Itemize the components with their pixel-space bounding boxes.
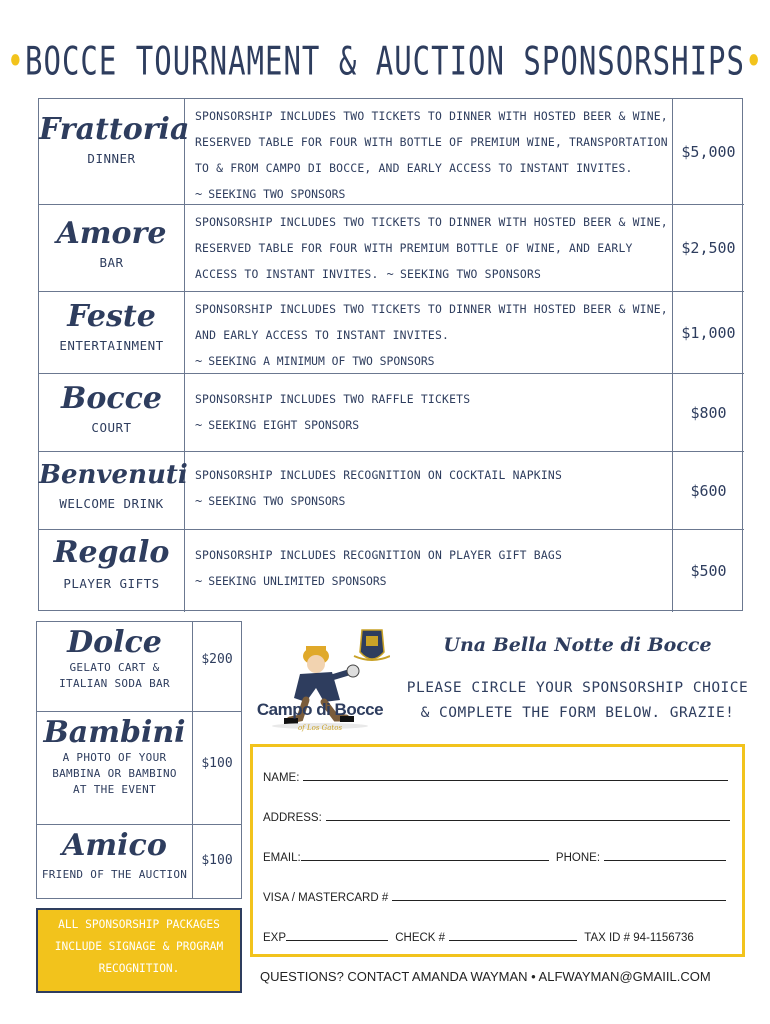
seeking-line: ~ SEEKING EIGHT SPONSORS (195, 418, 360, 432)
tier-row[interactable] (39, 205, 744, 292)
tier-row[interactable] (39, 292, 744, 374)
tier-description (185, 374, 673, 451)
tier-name: Feste (67, 299, 156, 334)
email-input-line[interactable] (301, 849, 549, 861)
tier-description (185, 530, 673, 612)
seeking-line: ~ SEEKING TWO SPONSORS (195, 494, 346, 508)
tier-name: Benvenuti (39, 460, 188, 490)
small-sponsorship-table (36, 621, 242, 899)
desc-line: SPONSORSHIP INCLUDES TWO TICKETS TO DINNER WITH HOSTED BEER & WINE, (195, 215, 668, 229)
tier-name-cell (37, 712, 193, 824)
campo-di-bocce-logo (250, 622, 390, 740)
logo-name: Campo di Bocce (256, 700, 384, 719)
tier-row[interactable] (39, 99, 744, 205)
desc-line: AND EARLY ACCESS TO INSTANT INVITES. (195, 328, 450, 342)
seeking-line: ~ SEEKING A MINIMUM OF TWO SPONSORS (195, 354, 435, 368)
instruction-line: & COMPLETE THE FORM BELOW. GRAZIE! (420, 705, 735, 721)
tier-name-cell (39, 205, 185, 291)
tier-name: Frattoria (39, 112, 190, 147)
instruction-line: PLEASE CIRCLE YOUR SPONSORSHIP CHOICE (406, 680, 749, 696)
tier-name-cell (39, 452, 188, 529)
note-line: ALL SPONSORSHIP PACKAGES (58, 918, 220, 931)
tier-price: $800 (690, 403, 727, 422)
desc-line: TO & FROM CAMPO DI BOCCE, AND EARLY ACCESS TO INSTANT INVITES. (195, 161, 633, 175)
check-input-line[interactable] (449, 929, 577, 941)
name-label: NAME: (263, 772, 300, 784)
desc-line: RESERVED TABLE FOR FOUR WITH PREMIUM BOTTLE OF WINE, AND EARLY (195, 241, 633, 255)
exp-check-field[interactable] (263, 929, 694, 944)
sponsor-form (250, 744, 745, 957)
desc-line: SPONSORSHIP INCLUDES TWO TICKETS TO DINNER WITH HOSTED BEER & WINE, (195, 302, 668, 316)
email-phone-field[interactable] (263, 849, 726, 864)
tier-name: Amore (56, 216, 167, 251)
seeking-line: ~ SEEKING TWO SPONSORS (195, 187, 346, 201)
tier-name-cell (39, 374, 185, 451)
tier-price: $5,000 (681, 142, 736, 161)
address-input-line[interactable] (326, 809, 730, 821)
tier-name-cell (39, 99, 190, 204)
tier-sub: A PHOTO OF YOUR (62, 751, 167, 764)
tier-price: $600 (690, 481, 727, 500)
note-line: INCLUDE SIGNAGE & PROGRAM (54, 940, 224, 953)
desc-line: SPONSORSHIP INCLUDES RECOGNITION ON PLAYER GIFT BAGS (195, 548, 563, 562)
desc-line: SPONSORSHIP INCLUDES TWO TICKETS TO DINNER WITH HOSTED BEER & WINE, (195, 109, 668, 123)
card-input-line[interactable] (392, 889, 726, 901)
card-label: VISA / MASTERCARD # (263, 892, 389, 904)
tier-name-cell (37, 825, 193, 898)
tier-name: Amico (62, 828, 167, 863)
tier-row[interactable] (39, 530, 744, 612)
tier-row[interactable] (39, 374, 744, 452)
address-label: ADDRESS: (263, 812, 322, 824)
tier-sub: PLAYER GIFTS (63, 576, 160, 591)
desc-line: ACCESS TO INSTANT INVITES. ~ SEEKING TWO SPONSORS (195, 267, 542, 281)
tier-sub: DINNER (87, 151, 136, 166)
exp-input-line[interactable] (286, 929, 388, 941)
tier-sub: AT THE EVENT (72, 783, 157, 796)
tier-sub: ITALIAN SODA BAR (59, 677, 170, 690)
tier-description (185, 292, 673, 373)
tier-sub: BAMBINA OR BAMBINO (52, 767, 177, 780)
card-field[interactable] (263, 889, 726, 904)
name-field[interactable] (263, 769, 728, 784)
email-label: EMAIL: (263, 852, 301, 864)
tier-row[interactable] (37, 622, 241, 712)
event-tagline: Una Bella Notte di Bocce (443, 634, 712, 656)
tier-price: $500 (690, 562, 727, 580)
desc-line: RESERVED TABLE FOR FOUR WITH BOTTLE OF PREMIUM WINE, TRANSPORTATION (195, 135, 668, 149)
tier-sub: BAR (99, 255, 124, 270)
title-dot-right: • (744, 38, 764, 84)
phone-label: PHONE: (555, 852, 601, 864)
tier-description (185, 205, 673, 291)
note-line: RECOGNITION. (98, 962, 180, 975)
tier-price: $200 (201, 652, 233, 667)
address-field[interactable] (263, 809, 730, 824)
tier-price: $100 (201, 756, 233, 771)
check-label: CHECK # (395, 932, 446, 944)
page-title (0, 38, 770, 84)
tilde-icon: ~ (386, 267, 394, 281)
phone-input-line[interactable] (604, 849, 726, 861)
contact-line: QUESTIONS? CONTACT AMANDA WAYMAN • ALFWAYMAN@GMAIIL.COM (260, 969, 711, 984)
desc-line: SPONSORSHIP INCLUDES RECOGNITION ON COCKTAIL NAPKINS (195, 468, 563, 482)
tier-row[interactable] (39, 452, 744, 530)
tier-sub: FRIEND OF THE AUCTION (41, 868, 188, 881)
crest-icon (354, 630, 390, 660)
tax-id: TAX ID # 94-1156736 (584, 932, 694, 944)
seeking-line: ~ SEEKING UNLIMITED SPONSORS (195, 574, 387, 588)
tier-price: $2,500 (681, 239, 736, 257)
tier-sub: GELATO CART & (69, 661, 160, 674)
tilde-icon: ~ (195, 494, 203, 508)
title-dot-left: • (6, 38, 26, 84)
tier-row[interactable] (37, 712, 241, 825)
packages-note (36, 908, 242, 993)
title-text: BOCCE TOURNAMENT & AUCTION SPONSORSHIPS (25, 38, 745, 84)
tier-description (185, 99, 673, 204)
logo-sub: of Los Gatos (297, 724, 343, 732)
tier-name-cell (39, 292, 185, 373)
tilde-icon: ~ (195, 187, 203, 201)
tier-name: Dolce (67, 625, 162, 660)
tilde-icon: ~ (195, 418, 203, 432)
tier-description (185, 452, 673, 529)
tier-price: $1,000 (681, 323, 736, 342)
tier-name-cell (37, 622, 193, 711)
tier-name-cell (39, 530, 185, 612)
sponsorship-table (38, 98, 743, 611)
tier-price: $100 (201, 853, 233, 868)
tier-sub: ENTERTAINMENT (59, 338, 164, 353)
desc-line: SPONSORSHIP INCLUDES TWO RAFFLE TICKETS (195, 392, 471, 406)
tilde-icon: ~ (195, 354, 203, 368)
tier-name: Regalo (53, 535, 170, 570)
tier-name: Bocce (61, 381, 162, 416)
tilde-icon: ~ (195, 574, 203, 588)
name-input-line[interactable] (303, 769, 728, 781)
tier-row[interactable] (37, 825, 241, 898)
tier-name: Bambini (43, 715, 186, 750)
instructions (400, 676, 755, 726)
tier-sub: COURT (91, 420, 132, 435)
tier-sub: WELCOME DRINK (59, 496, 164, 511)
exp-label: EXP (263, 932, 287, 944)
